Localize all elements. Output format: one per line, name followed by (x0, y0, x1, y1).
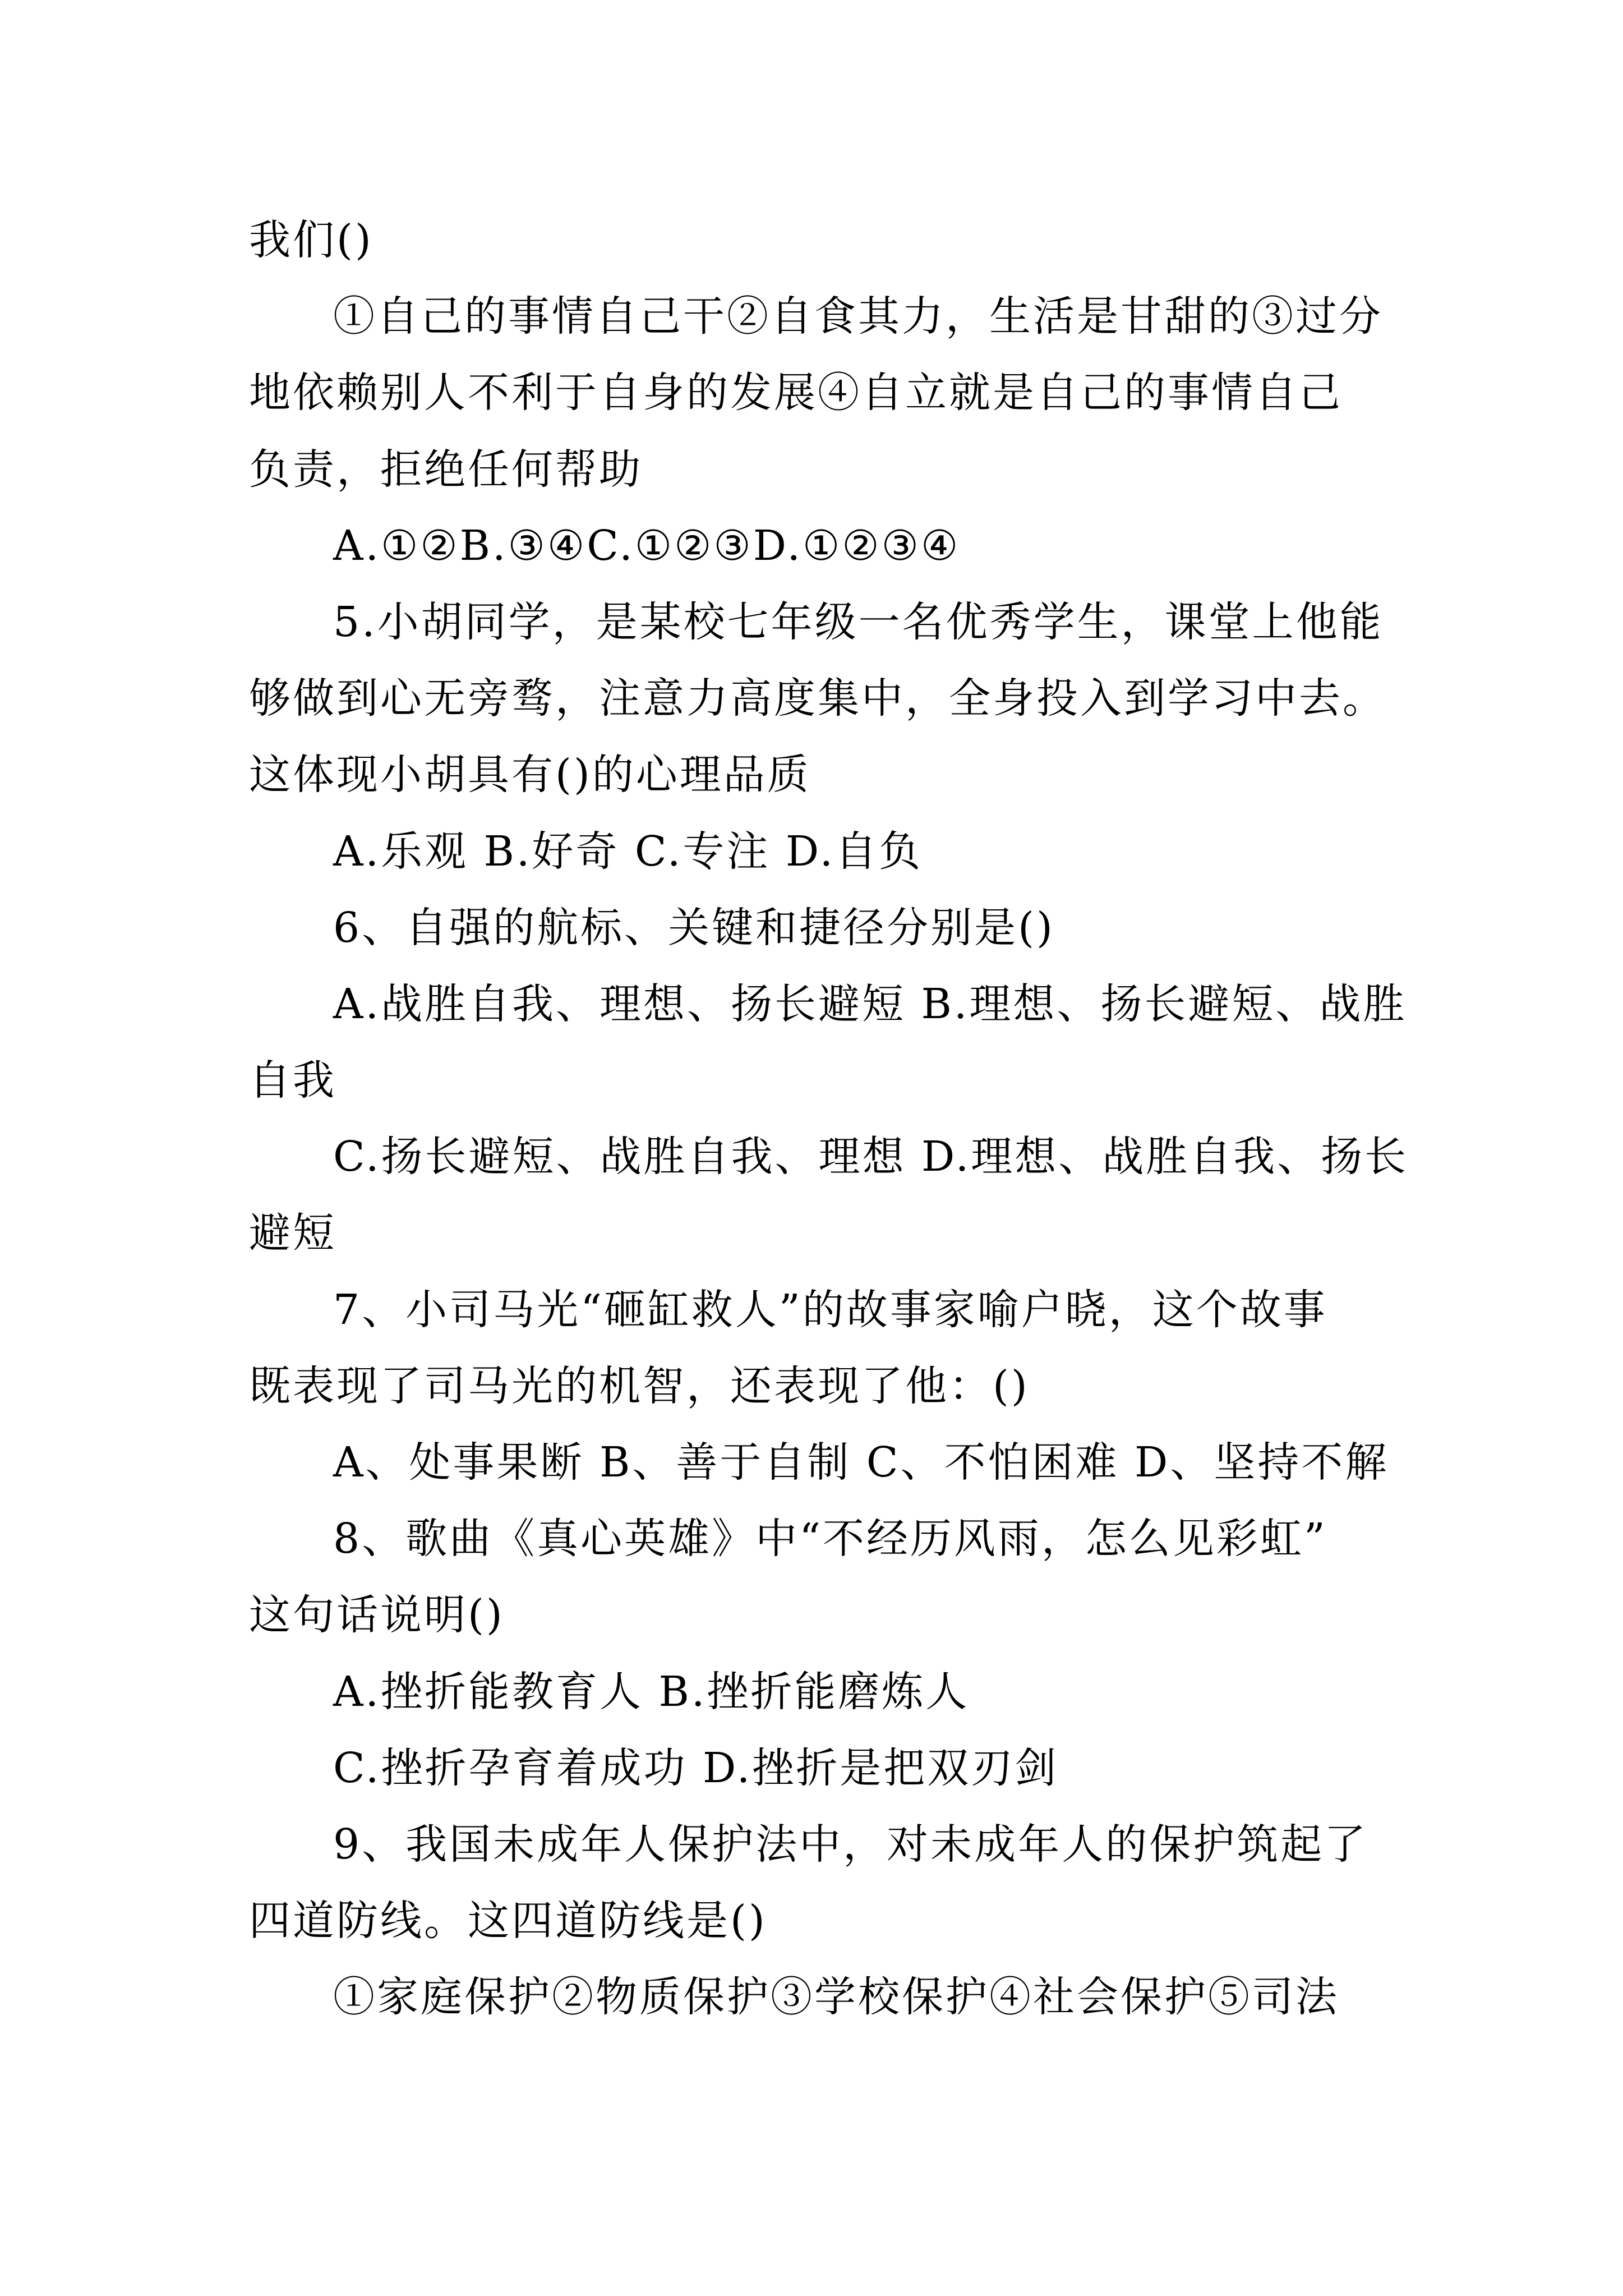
answer-options: C.扬长避短、战胜自我、理想 D.理想、战胜自我、扬长 (333, 1133, 1409, 1181)
text-line: ①家庭保护②物质保护③学校保护④社会保护⑤司法 (333, 1973, 1339, 2022)
text-line: 负责，拒绝任何帮助 (249, 445, 643, 494)
text-line: 自我 (249, 1056, 336, 1105)
text-line: 四道防线。这四道防线是() (249, 1897, 767, 1945)
question-7: 7、小司马光“砸缸救人”的故事家喻户晓，这个故事 (333, 1285, 1327, 1334)
document-body (249, 202, 1409, 2036)
question-5: 5.小胡同学，是某校七年级一名优秀学生，课堂上他能 (333, 597, 1384, 646)
text-line: 地依赖别人不利于自身的发展④自立就是自己的事情自己 (249, 369, 1343, 417)
answer-options: A.战胜自我、理想、扬长避短 B.理想、扬长避短、战胜 (333, 979, 1407, 1028)
answer-options: A.挫折能教育人 B.挫折能磨炼人 (333, 1667, 970, 1716)
answer-options: A.①②B.③④C.①②③D.①②③④ (333, 521, 961, 570)
question-9: 9、我国未成年人保护法中，对未成年人的保护筑起了 (333, 1820, 1368, 1869)
text-line: ①自己的事情自己干②自食其力，生活是甘甜的③过分 (333, 292, 1383, 341)
text-line: 够做到心无旁骛，注意力高度集中，全身投入到学习中去。 (249, 674, 1386, 723)
text-line: 这体现小胡具有()的心理品质 (249, 751, 811, 799)
text-line: 我们() (249, 216, 374, 264)
answer-options: A、处事果断 B、善于自制 C、不怕困难 D、坚持不解 (333, 1438, 1389, 1487)
question-8: 8、歌曲《真心英雄》中“不经历风雨，怎么见彩虹” (333, 1515, 1327, 1563)
answer-options: A.乐观 B.好奇 C.专注 D.自负 (333, 827, 923, 876)
answer-options: C.挫折孕育着成功 D.挫折是把双刃剑 (333, 1743, 1059, 1792)
text-line: 既表现了司马光的机智，还表现了他：() (249, 1361, 1030, 1410)
text-line: 避短 (249, 1209, 336, 1258)
question-6: 6、自强的航标、关键和捷径分别是() (333, 903, 1055, 952)
text-line: 这句话说明() (249, 1591, 505, 1640)
